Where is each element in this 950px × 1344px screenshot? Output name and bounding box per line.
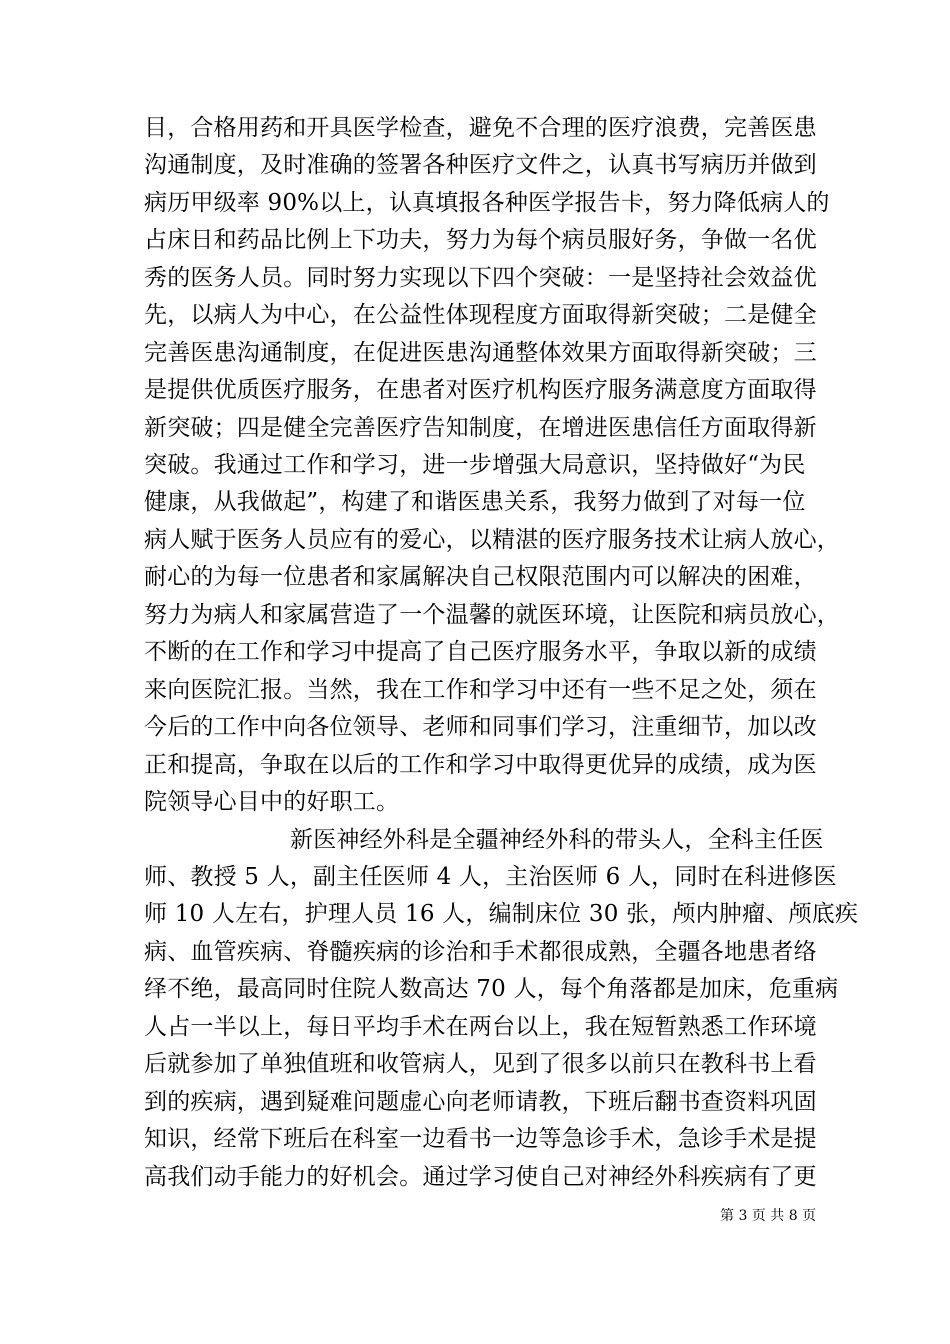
- text-line: 高我们动手能力的好机会。通过学习使自己对神经外科疾病有了更: [144, 1163, 817, 1190]
- text-line: 沟通制度，及时准确的签署各种医疗文件之，认真书写病历并做到: [144, 152, 817, 179]
- text-line: 占床日和药品比例上下功夫，努力为每个病员服好务，争做一名优: [144, 227, 817, 254]
- text-line: 完善医患沟通制度，在促进医患沟通整体效果方面取得新突破；三: [144, 339, 817, 366]
- text-line: 师 10 人左右，护理人员 16 人，编制床位 30 张，颅内肿瘤、颅底疾: [144, 901, 859, 928]
- text-line: 是提供优质医疗服务，在患者对医疗机构医疗服务满意度方面取得: [144, 377, 817, 404]
- text-line: 正和提高，争取在以后的工作和学习中取得更优异的成绩，成为医: [144, 751, 817, 778]
- text-line: 师、教授 5 人，副主任医师 4 人，主治医师 6 人，同时在科进修医: [144, 863, 837, 890]
- text-line: 耐心的为每一位患者和家属解决自己权限范围内可以解决的困难，: [144, 564, 817, 591]
- text-line: 病历甲级率 90%以上，认真填报各种医学报告卡，努力降低病人的: [144, 189, 830, 216]
- text-line: 知识，经常下班后在科室一边看书一边等急诊手术，急诊手术是提: [144, 1126, 817, 1153]
- text-line: 病、血管疾病、脊髓疾病的诊治和手术都很成熟，全疆各地患者络: [144, 938, 817, 965]
- text-line: 绎不绝，最高同时住院人数高达 70 人，每个角落都是加床，危重病: [144, 976, 839, 1003]
- text-line: 秀的医务人员。同时努力实现以下四个突破：一是坚持社会效益优: [144, 264, 817, 291]
- text-line: 到的疾病，遇到疑难问题虚心向老师请教，下班后翻书查资料巩固: [144, 1088, 817, 1115]
- text-line: 来向医院汇报。当然，我在工作和学习中还有一些不足之处，须在: [144, 676, 817, 703]
- text-line: 目，合格用药和开具医学检查，避免不合理的医疗浪费，完善医患: [144, 115, 817, 141]
- text-line: 新突破；四是健全完善医疗告知制度，在增进医患信任方面取得新: [144, 414, 817, 441]
- text-line: 先，以病人为中心，在公益性体现程度方面取得新突破；二是健全: [144, 302, 817, 329]
- text-line: 健康，从我做起”，构建了和谐医患关系，我努力做到了对每一位: [144, 489, 806, 516]
- text-line: 新医神经外科是全疆神经外科的带头人，全科主任医: [290, 826, 824, 853]
- text-line: 院领导心目中的好职工。: [144, 789, 400, 816]
- text-line: 今后的工作中向各位领导、老师和同事们学习，注重细节，加以改: [144, 714, 817, 741]
- text-line: 突破。我通过工作和学习，进一步增强大局意识，坚持做好“为民: [144, 452, 806, 479]
- text-line: 病人赋于医务人员应有的爱心，以精湛的医疗服务技术让病人放心，: [144, 526, 840, 553]
- text-line: 人占一半以上，每日平均手术在两台以上，我在短暂熟悉工作环境: [144, 1013, 817, 1040]
- text-line: 后就参加了单独值班和收管病人，见到了很多以前只在教科书上看: [144, 1051, 817, 1078]
- text-line: 努力为病人和家属营造了一个温馨的就医环境，让医院和病员放心，: [144, 601, 840, 628]
- page-number: 第 3 页 共 8 页: [720, 1208, 817, 1224]
- text-line: 不断的在工作和学习中提高了自己医疗服务水平，争取以新的成绩: [144, 639, 817, 666]
